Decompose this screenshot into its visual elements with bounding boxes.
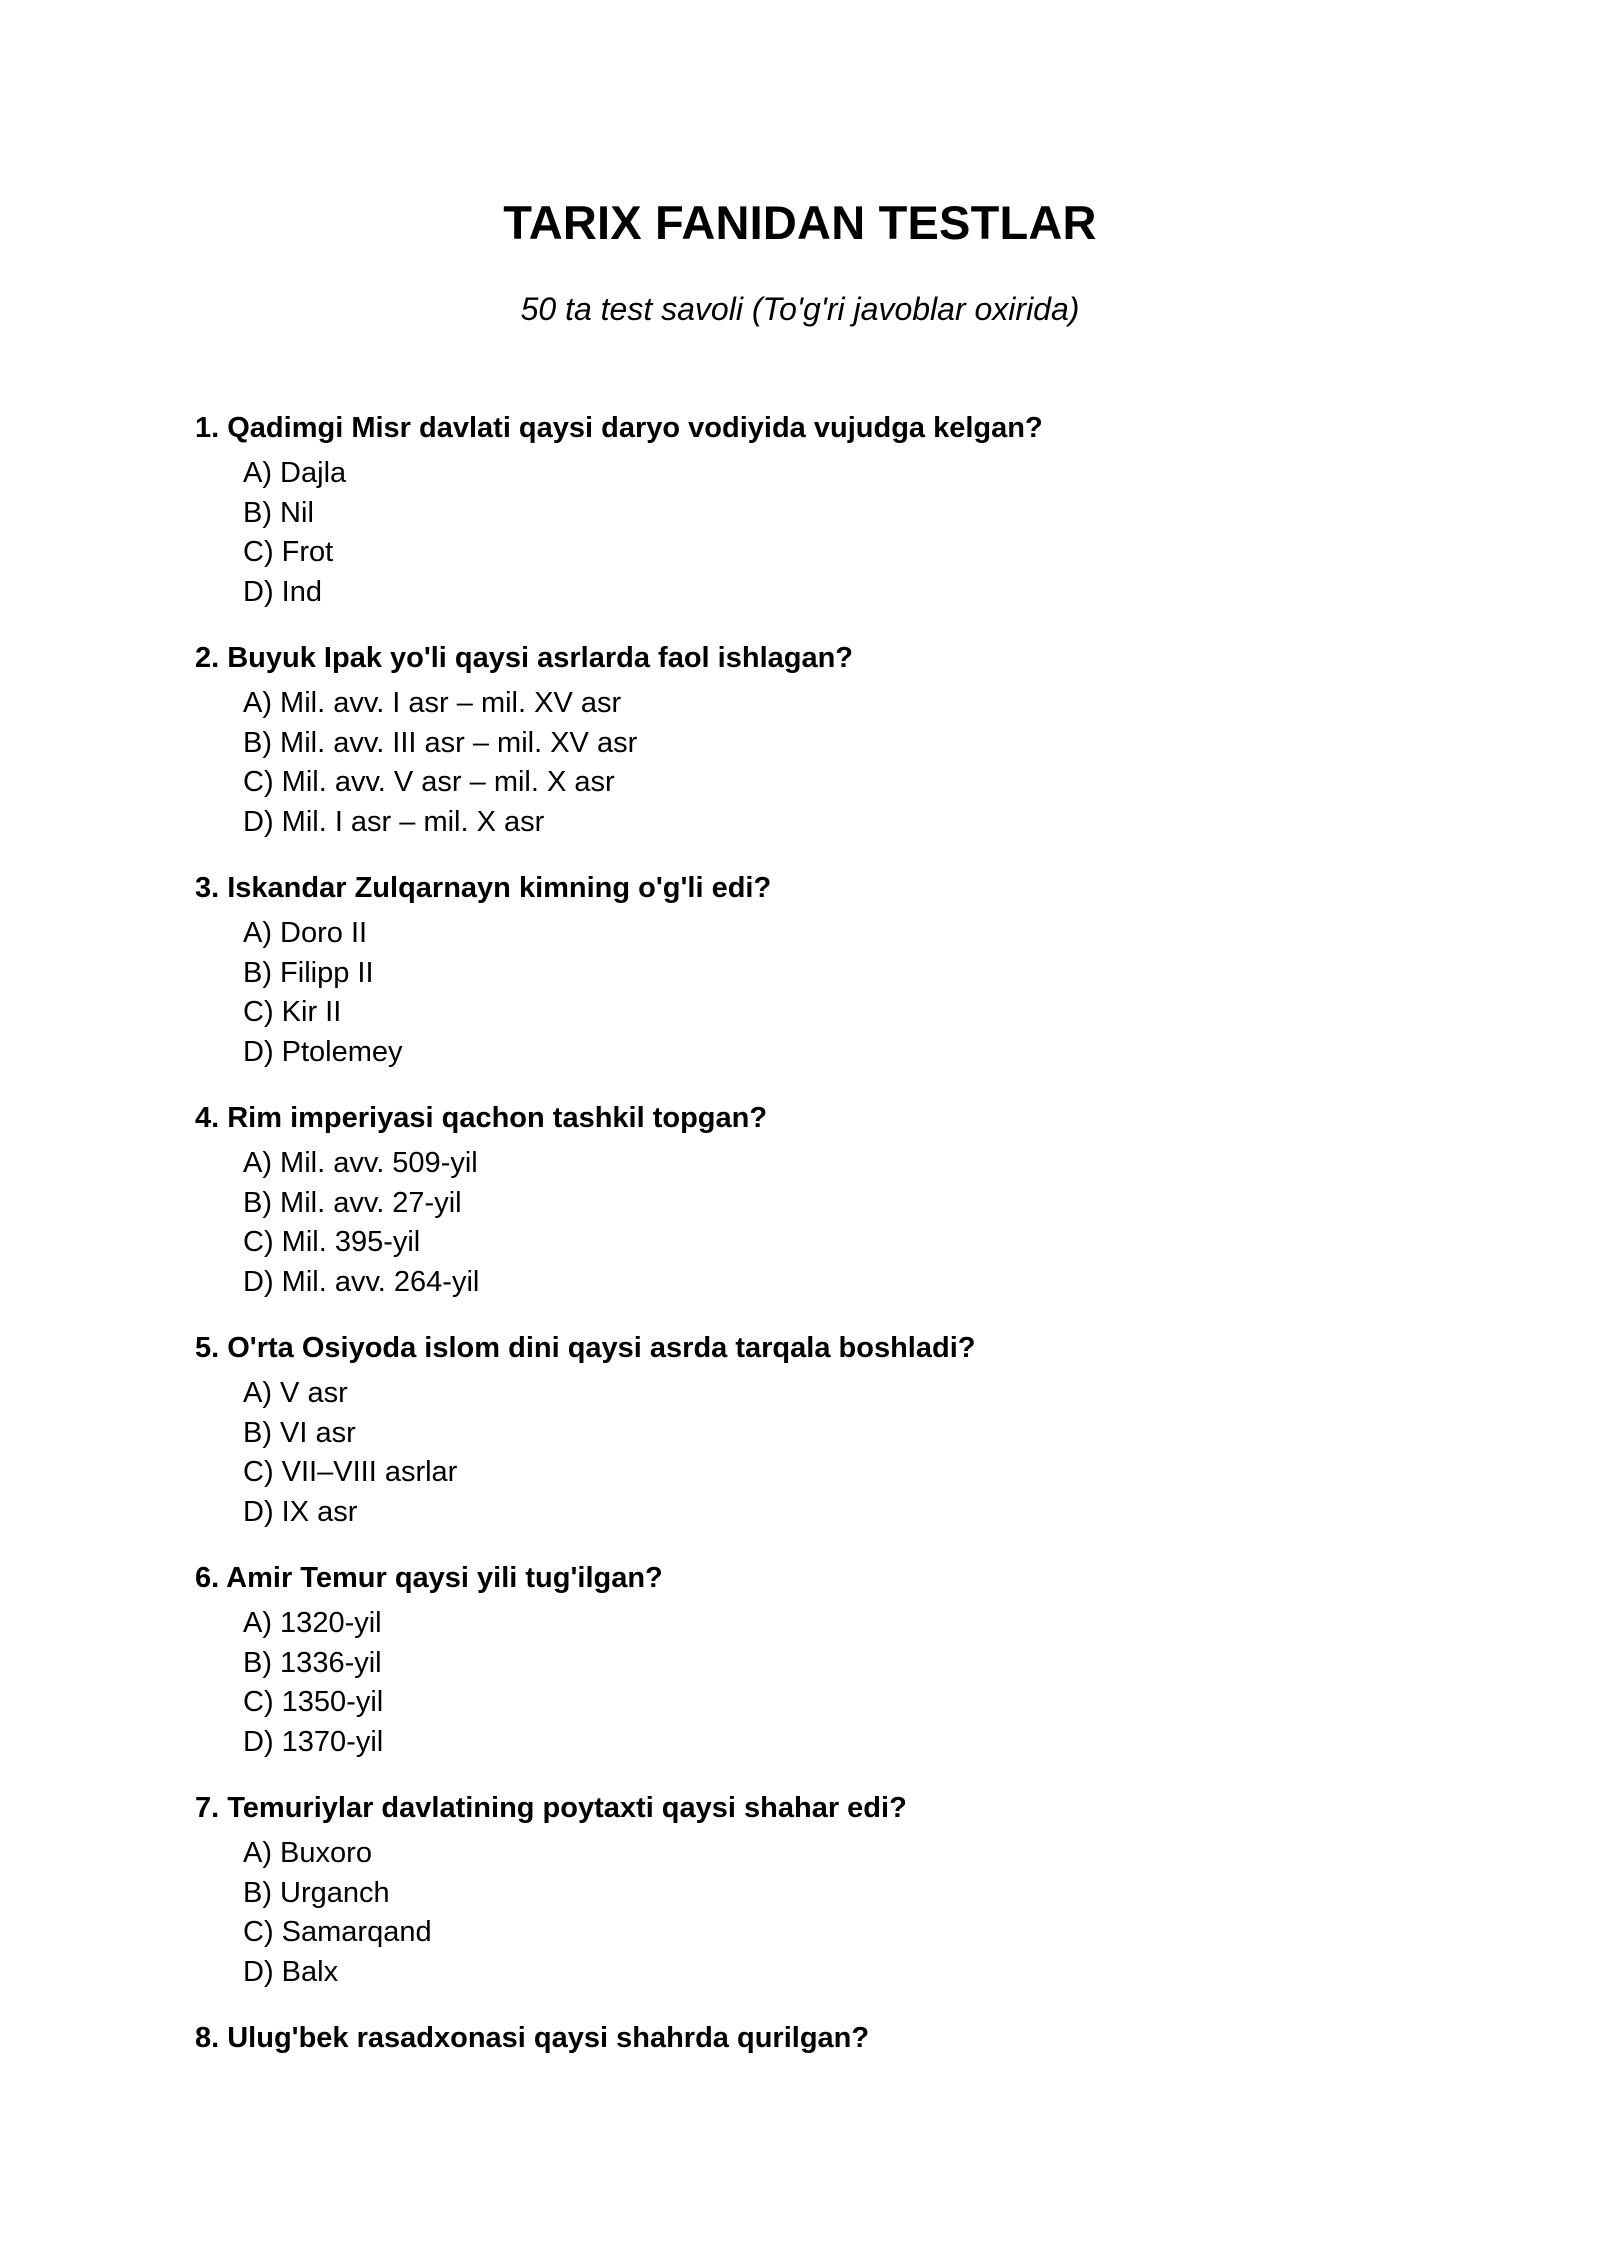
question-list [195,408,1445,2248]
option-d: D) IX asr [243,1495,358,1528]
option-c: C) Mil. 395-yil [243,1226,421,1258]
question-text: 6. Amir Temur qaysi yili tug'ilgan? [195,1562,663,1594]
option-a: A) Doro II [243,917,368,949]
question-7 [195,1788,1445,2018]
question-4 [195,1098,1445,1328]
option-d: D) Ind [243,575,322,608]
answer-options [195,914,1445,1072]
question-text: 7. Temuriylar davlatining poytaxti qaysi shahar edi? [195,1792,907,1824]
option-c: C) Mil. avv. V asr – mil. X asr [243,766,615,798]
question-text: 5. O'rta Osiyoda islom dini qaysi asrda tarqala boshladi? [195,1332,976,1364]
option-b: B) VI asr [243,1416,356,1449]
page-title: TARIX FANIDAN TESTLAR [503,196,1097,249]
option-b: B) Filipp II [243,956,374,989]
option-c: C) Frot [243,536,334,568]
option-d: D) Mil. avv. 264-yil [243,1265,480,1298]
answer-options [195,1834,1445,1992]
question-text: 3. Iskandar Zulqarnayn kimning o'g'li edi? [195,872,772,904]
question-5 [195,1328,1445,1558]
option-c: C) Samarqand [243,1916,432,1948]
page-subtitle: 50 ta test savoli (To'g'ri javoblar oxirida) [520,291,1080,327]
option-a: A) Mil. avv. 509-yil [243,1147,478,1179]
option-b: B) Mil. avv. 27-yil [243,1186,462,1219]
option-b: B) Mil. avv. III asr – mil. XV asr [243,726,638,759]
option-d: D) Ptolemey [243,1035,403,1068]
answer-options [195,454,1445,612]
question-2 [195,638,1445,868]
answer-options [195,1144,1445,1302]
option-a: A) Buxoro [243,1837,372,1869]
question-text: 8. Ulug'bek rasadxonasi qaysi shahrda qurilgan? [195,2022,870,2054]
question-text: 2. Buyuk Ipak yo'li qaysi asrlarda faol ishlagan? [195,642,854,674]
question-1 [195,408,1445,638]
question-text: 1. Qadimgi Misr davlati qaysi daryo vodiyida vujudga kelgan? [195,412,1043,444]
question-8 [195,2018,1445,2248]
question-text: 4. Rim imperiyasi qachon tashkil topgan? [195,1102,768,1134]
question-3 [195,868,1445,1098]
option-b: B) 1336-yil [243,1646,382,1679]
option-a: A) 1320-yil [243,1607,382,1639]
option-d: D) Mil. I asr – mil. X asr [243,805,545,838]
option-d: D) 1370-yil [243,1725,384,1758]
question-6 [195,1558,1445,1788]
option-c: C) Kir II [243,996,342,1028]
option-a: A) Mil. avv. I asr – mil. XV asr [243,687,622,719]
answer-options [195,1604,1445,1762]
answer-options [195,684,1445,842]
answer-options [195,1374,1445,1532]
option-a: A) V asr [243,1377,348,1409]
option-b: B) Nil [243,496,314,529]
option-c: C) 1350-yil [243,1686,384,1718]
option-b: B) Urganch [243,1876,390,1909]
option-a: A) Dajla [243,457,347,489]
option-d: D) Balx [243,1955,339,1988]
option-c: C) VII–VIII asrlar [243,1456,458,1488]
